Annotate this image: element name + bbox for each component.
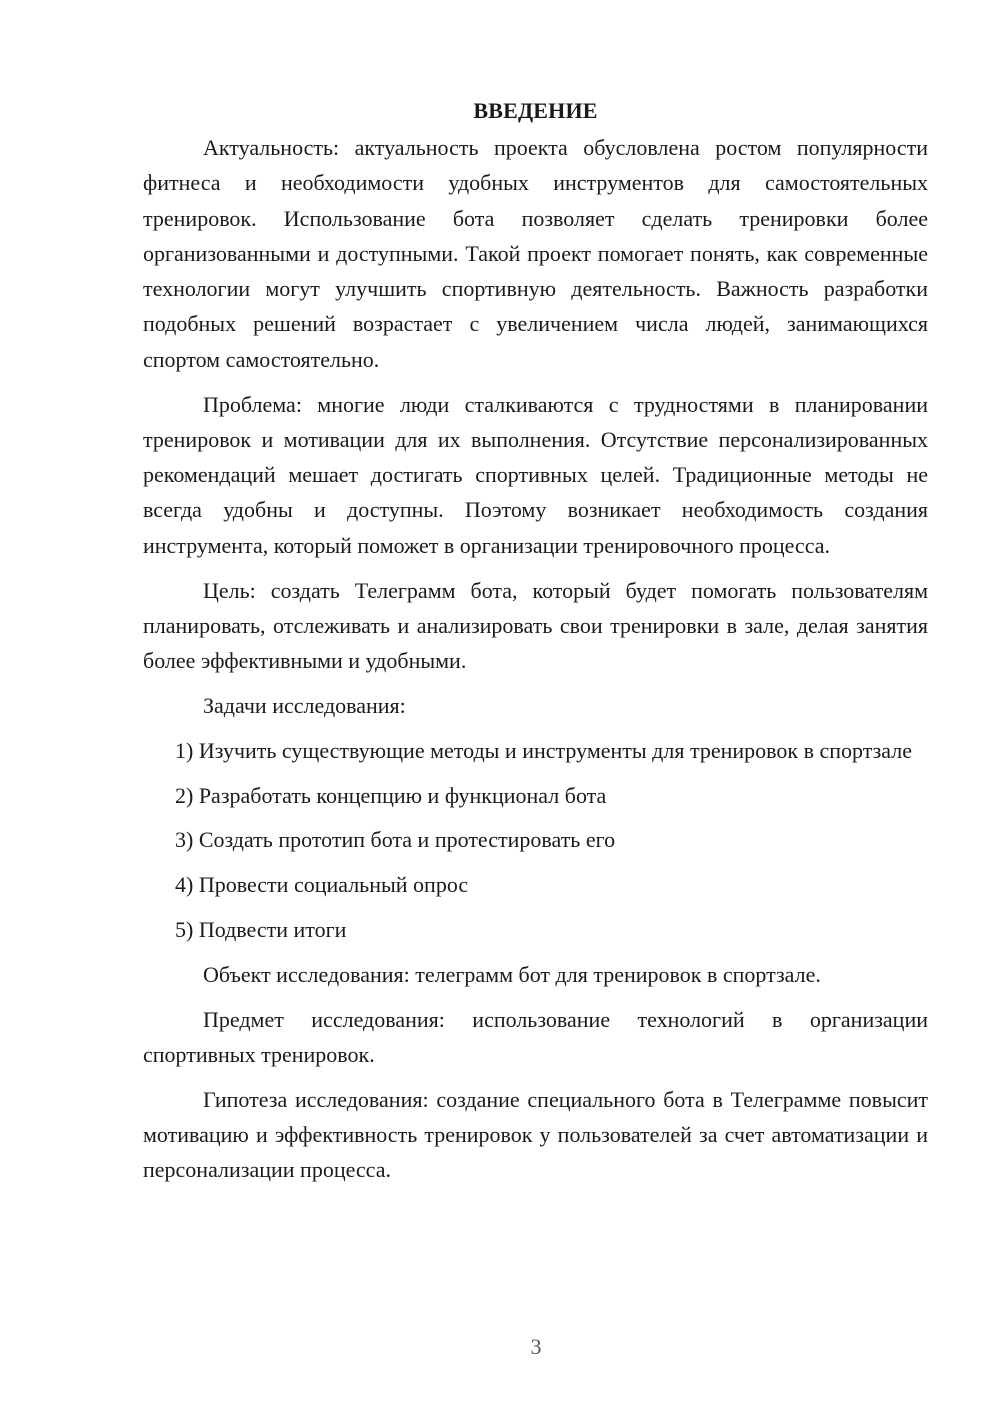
task-item-1: 1) Изучить существующие методы и инструменты для тренировок в спортзале xyxy=(175,737,912,763)
hypothesis-paragraph: Гипотеза исследования: создание специального бота в Телеграмме повысит мотивацию и эффективность тренировок у пользователей за счет автоматизации и персонализации процесса. xyxy=(143,1086,928,1183)
page-number: 3 xyxy=(530,1334,542,1359)
object-paragraph: Объект исследования: телеграмм бот для тренировок в спортзале. xyxy=(203,961,821,987)
tasks-list xyxy=(143,733,928,947)
task-item-2: 2) Разработать концепцию и функционал бота xyxy=(175,782,607,808)
tasks-title: Задачи исследования: xyxy=(203,692,406,718)
task-item-5: 5) Подвести итоги xyxy=(175,916,347,942)
document-page xyxy=(143,93,928,1197)
section-heading: ВВЕДЕНИЕ xyxy=(473,98,598,123)
relevance-paragraph: Актуальность: актуальность проекта обусловлена ростом популярности фитнеса и необходимости удобных инструментов для самостоятельных тренировок. Использование бота позволяет сделать тренировки более организованными и доступными. Такой проект помогает понять, как современные технологии могут улучшить спортивную деятельность. Важность разработки подобных решений возрастает с увеличением числа людей, занимающихся спортом самостоятельно. xyxy=(143,135,928,372)
goal-paragraph: Цель: создать Телеграмм бота, который будет помогать пользователям планировать, отслеживать и анализировать свои тренировки в зале, делая занятия более эффективными и удобными. xyxy=(143,577,928,674)
problem-paragraph: Проблема: многие люди сталкиваются с трудностями в планировании тренировок и мотивации для их выполнения. Отсутствие персонализированных рекомендаций мешает достигать спортивных целей. Традиционные методы не всегда удобны и доступны. Поэтому возникает необходимость создания инструмента, который поможет в организации тренировочного процесса. xyxy=(143,391,928,558)
subject-paragraph: Предмет исследования: использование технологий в организации спортивных тренировок. xyxy=(143,1006,928,1067)
task-item-3: 3) Создать прототип бота и протестировать его xyxy=(175,827,616,853)
task-item-4: 4) Провести социальный опрос xyxy=(175,872,469,898)
